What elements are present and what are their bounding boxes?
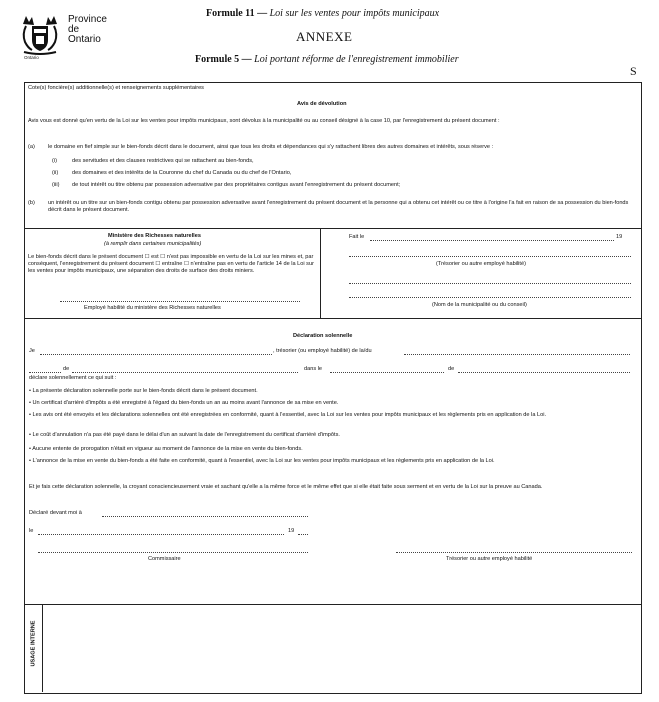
municipality-line-1 <box>349 283 631 284</box>
bullet-3: • Les avis ont été envoyés et les déclarations solennelles ont été enregistrées en conformité, quant à l'essentiel, avec la Loi sur les ventes pour impôts municipaux et les règlements pris en application de la Loi. <box>29 412 547 418</box>
mrn-title: Ministère des Richesses naturelles <box>108 233 201 239</box>
item-a-label: (a) <box>28 144 35 150</box>
decl-devant: Déclaré devant moi à <box>29 510 82 516</box>
bullet-5-text: Aucune entente de prorogation n'était en vigueur au moment de l'annonce de la mise en vente du bien-fonds. <box>32 446 303 452</box>
ontario-logo <box>18 12 128 62</box>
mrn-signer: Employé habilité du ministère des Richesses naturelles <box>84 305 221 311</box>
bullet-1-text: La présente déclaration solennelle porte sur le bien-fonds décrit dans le présent document. <box>32 388 258 394</box>
decl-tresorier: , trésorier (ou employé habilité) de la/du <box>273 348 372 354</box>
fait-le-line <box>370 240 614 241</box>
treasurer-line <box>349 256 631 257</box>
annexe-title: ANNEXE <box>296 29 353 44</box>
bullet-6-text: L'annonce de la mise en vente du bien-fonds a été faite en conformité, quant à l'essentiel, avec la Loi sur les ventes pour impôts municipaux et les règlements pris en application de la Loi. <box>32 458 495 464</box>
form-code: S <box>630 64 637 78</box>
item-iii-text: de tout intérêt ou titre obtenu par possession adversative par des propriétaires contigus avant l'enregistrement du présent document; <box>72 182 401 188</box>
item-a-text: le domaine en fief simple sur le bien-fonds décrit dans le document, ainsi que tous les droits et dépendances qui s'y rattachent libres des autres domaines et intérêts, sous réserve : <box>48 144 494 150</box>
decl-name-line <box>40 354 272 355</box>
decl-de: de <box>63 366 70 372</box>
bullet-4: • Le coût d'annulation n'a pas été payé dans le délai d'un an suivant la date de l'enregistrement du certificat d'arriéré d'impôts. <box>29 432 340 438</box>
formule-5-line <box>195 54 459 65</box>
logo-line-3: Ontario <box>68 34 101 45</box>
decl-tresorier-line <box>404 354 630 355</box>
item-iii-label: (iii) <box>52 182 60 188</box>
usage-interne-label: USAGE INTERNE <box>30 620 37 667</box>
tresorier-sig-caption: Trésorier ou autre employé habilité <box>446 556 533 562</box>
bullet-3-text: Les avis ont été envoyés et les déclarations solennelles ont été enregistrées en conformité, quant à l'essentiel, avec la Loi sur les ventes pour impôts municipaux et les règlements pris en application de la Loi. <box>32 412 547 418</box>
decl-row2-line-b <box>72 372 298 373</box>
tresorier-sig-line <box>396 552 632 553</box>
decl-year-line <box>298 534 308 535</box>
item-b-label: (b) <box>28 200 35 206</box>
formule-5-act: Loi portant réforme de l'enregistrement immobilier <box>254 54 459 65</box>
decl-row2-line-a <box>29 372 61 373</box>
bullet-5: • Aucune entente de prorogation n'était en vigueur au moment de l'annonce de la mise en vente du bien-fonds. <box>29 446 303 452</box>
formule-11-line <box>206 8 439 19</box>
decl-dans-le: dans le <box>304 366 323 372</box>
fait-le-label: Fait le <box>349 234 365 240</box>
section-divider-2 <box>24 318 641 319</box>
avis-intro: Avis vous est donné qu'en vertu de la Loi sur les ventes pour impôts municipaux, sont dévolus à la municipalité ou au conseil désigné à la case 10, par l'enregistrement du présent document : <box>28 118 500 124</box>
bullet-2-text: Un certificat d'arriéré d'impôts a été enregistré à l'égard du bien-fonds un an au moins avant l'annonce de sa mise en vente. <box>32 400 339 406</box>
decl-de2: de <box>448 366 455 372</box>
municipality-caption: (Nom de la municipalité ou du conseil) <box>432 302 527 308</box>
cote-label: Cote(s) foncière(s) additionnelle(s) et renseignements supplémentaires <box>28 85 204 91</box>
ontario-coat-of-arms-icon <box>18 12 62 56</box>
bullet-1: • La présente déclaration solennelle porte sur le bien-fonds décrit dans le présent document. <box>29 388 258 394</box>
decl-declare: déclare solennellement ce qui suit : <box>29 375 117 381</box>
municipality-line-2 <box>349 297 631 298</box>
fait-le-year: 19 <box>616 234 623 240</box>
declaration-title: Déclaration solennelle <box>293 333 353 339</box>
decl-je: Je <box>29 348 35 354</box>
avis-title: Avis de dévolution <box>297 101 347 107</box>
logo-caption: Ontario <box>24 55 39 60</box>
commissaire-caption: Commissaire <box>148 556 181 562</box>
item-ii-label: (ii) <box>52 170 59 176</box>
decl-le: le <box>29 528 34 534</box>
logo-line-1: Province <box>68 14 107 25</box>
item-ii-text: des domaines et des intérêts de la Couronne du chef du Canada ou du chef de l'Ontario, <box>72 170 292 176</box>
decl-row2-line-c <box>330 372 444 373</box>
decl-devant-line <box>102 516 308 517</box>
bullet-6: • L'annonce de la mise en vente du bien-fonds a été faite en conformité, quant à l'essentiel, avec la Loi sur les ventes pour impôts municipaux et les règlements pris en application de la Loi. <box>29 458 495 464</box>
formule-5-label: Formule 5 — <box>195 54 252 65</box>
formule-11-act: Loi sur les ventes pour impôts municipaux <box>269 8 440 19</box>
decl-le-line <box>38 534 284 535</box>
item-b-text: un intérêt ou un titre sur un bien-fonds contigu obtenu par possession adversative avant l'enregistrement du présent document et la personne qui a obtenu cet intérêt ou ce titre à l'origine l'a fait en raison de sa possession du bien-fonds décrit dans le présent document. <box>48 200 629 213</box>
mrn-signature-line <box>60 301 300 302</box>
bullet-2: • Un certificat d'arriéré d'impôts a été enregistré à l'égard du bien-fonds un an au moins avant l'annonce de sa mise en vente. <box>29 400 339 406</box>
decl-year: 19 <box>288 528 295 534</box>
logo-line-2: de <box>68 24 80 35</box>
decl-closing: Et je fais cette déclaration solennelle, la croyant consciencieusement vraie et sachant qu'elle a la même force et le même effet que si elle était faite sous serment et en vertu de la Loi sur la preuve au Canada. <box>29 484 543 490</box>
mrn-subtitle: (à remplir dans certaines municipalités) <box>104 241 202 247</box>
item-i-label: (i) <box>52 158 57 164</box>
usage-divider <box>42 604 43 692</box>
decl-row2-line-d <box>458 372 630 373</box>
formule-11-label: Formule 11 — <box>206 8 268 19</box>
mrn-body: Le bien-fonds décrit dans le présent document ☐ est ☐ n'est pas impossible en vertu de la Loi sur les mines et, par conséquent, l'enregistrement du présent document ☐ entraîne ☐ n'entraîne pas en vertu de l'article 14 de la Loi sur les ventes pour impôts municipaux, une séparation des droits de surface des droits miniers. <box>28 254 314 274</box>
treasurer-caption: (Trésorier ou autre employé habilité) <box>436 261 526 267</box>
item-i-text: des servitudes et des clauses restrictives qui se rattachent au bien-fonds, <box>72 158 254 164</box>
commissaire-line <box>38 552 308 553</box>
section-divider-3 <box>24 604 641 605</box>
bullet-4-text: Le coût d'annulation n'a pas été payé dans le délai d'un an suivant la date de l'enregistrement du certificat d'arriéré d'impôts. <box>32 432 340 438</box>
